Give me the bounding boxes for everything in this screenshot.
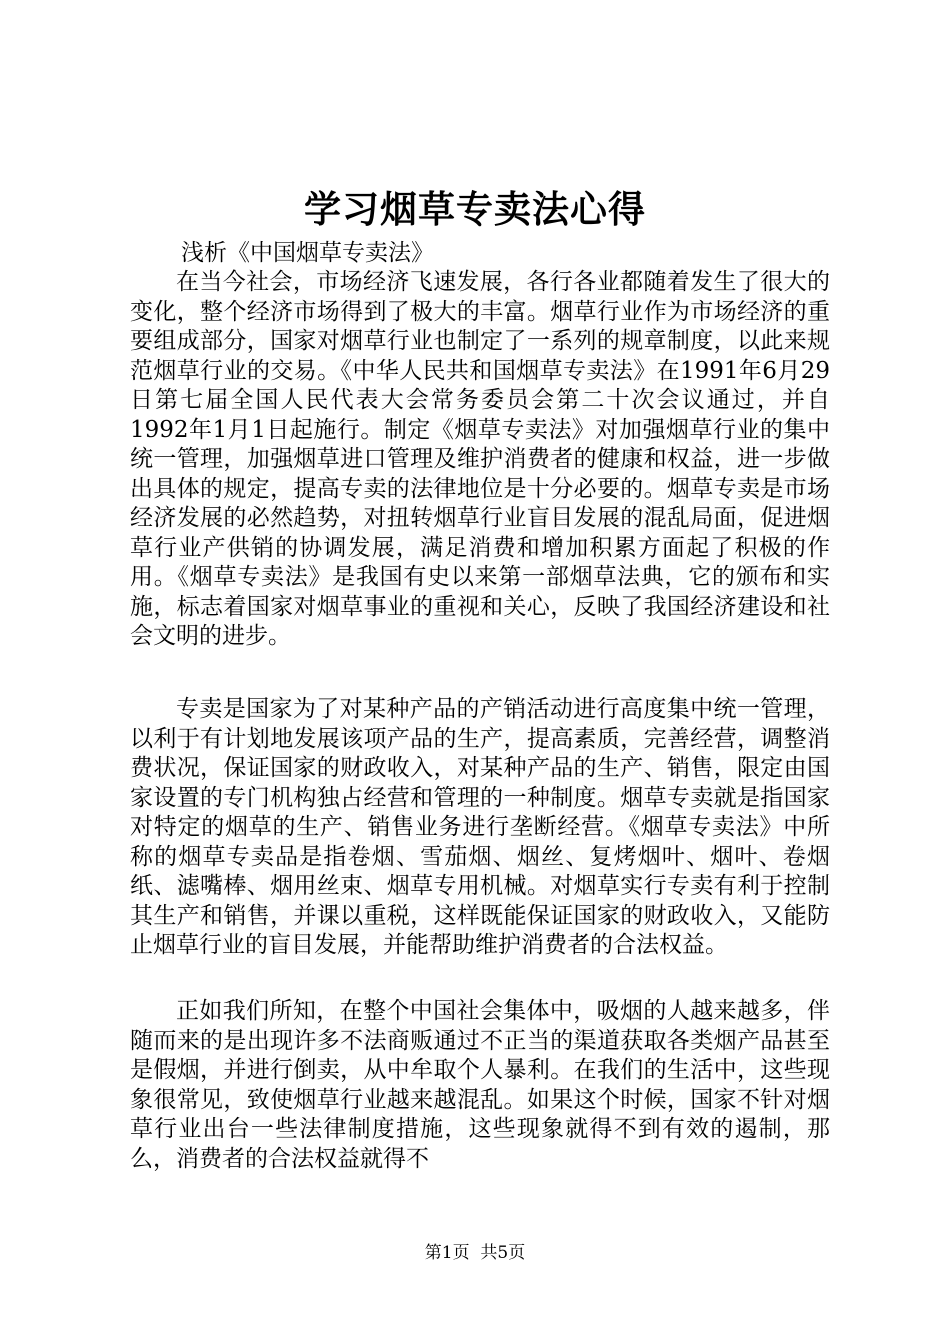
body-paragraph: 在当今社会，市场经济飞速发展，各行各业都随着发生了很大的变化，整个经济市场得到了极大的丰富。烟草行业作为市场经济的重要组成部分，国家对烟草行业也制定了一系列的规章制度，以此来规范烟草行业的交易。《中华人民共和国烟草专卖法》在1991年6月29日第七届全国人民代表大会常务委员会第二十次会议通过，并自1992年1月1日起施行。制定《烟草专卖法》对加强烟草行业的集中统一管理，加强烟草进口管理及维护消费者的健康和权益，进一步做出具体的规定，提高专卖的法律地位是十分必要的。烟草专卖是市场经济发展的必然趋势，对扭转烟草行业盲目发展的混乱局面，促进烟草行业产供销的协调发展，满足消费和增加积累方面起了积极的作用。《烟草专卖法》是我国有史以来第一部烟草法典，它的颁布和实施，标志着国家对烟草事业的重视和关心，反映了我国经济建设和社会文明的进步。 (130, 269, 830, 649)
document-subtitle: 浅析《中国烟草专卖法》 (181, 240, 434, 266)
page-footer (0, 1242, 950, 1264)
body-paragraph: 正如我们所知，在整个中国社会集体中，吸烟的人越来越多，伴随而来的是出现许多不法商贩通过不正当的渠道获取各类烟产品甚至是假烟，并进行倒卖，从中牟取个人暴利。在我们的生活中，这些现象很常见，致使烟草行业越来越混乱。如果这个时候，国家不针对烟草行业出台一些法律制度措施，这些现象就得不到有效的遏制，那么，消费者的合法权益就得不 (130, 998, 830, 1172)
body-paragraph: 专卖是国家为了对某种产品的产销活动进行高度集中统一管理，以利于有计划地发展该项产品的生产，提高素质，完善经营，调整消费状况，保证国家的财政收入，对某种产品的生产、销售，限定由国家设置的专门机构独占经营和管理的一种制度。烟草专卖就是指国家对特定的烟草的生产、销售业务进行垄断经营。《烟草专卖法》中所称的烟草专卖品是指卷烟、雪茄烟、烟丝、复烤烟叶、烟叶、卷烟纸、滤嘴棒、烟用丝束、烟草专用机械。对烟草实行专卖有利于控制其生产和销售，并课以重税，这样既能保证国家的财政收入，又能防止烟草行业的盲目发展，并能帮助维护消费者的合法权益。 (130, 696, 830, 958)
page-title: 学习烟草专卖法心得 (304, 187, 646, 231)
page-number: 第1页 共5页 (424, 1243, 526, 1263)
